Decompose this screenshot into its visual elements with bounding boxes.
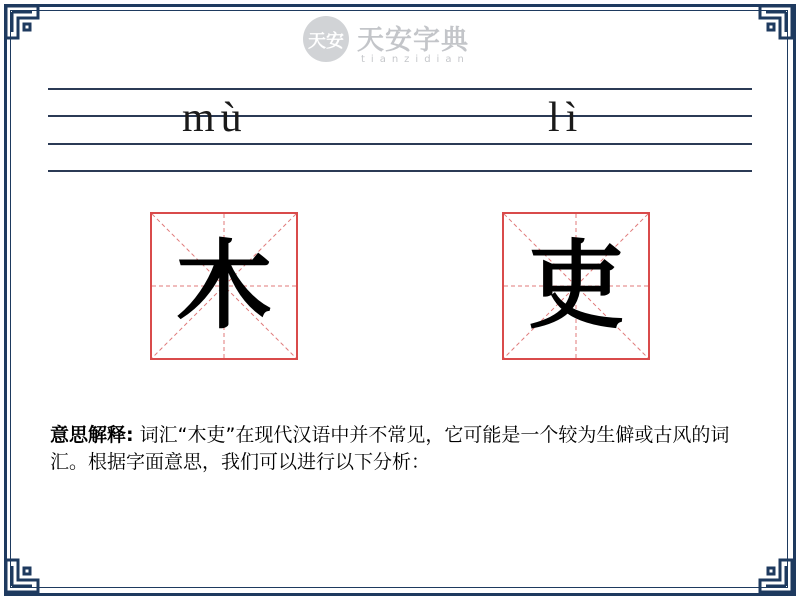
corner-ornament-icon bbox=[4, 4, 44, 44]
character-first: 木 bbox=[176, 229, 272, 342]
logo-seal-text: 天安 bbox=[308, 31, 344, 52]
ruled-line bbox=[48, 115, 752, 117]
character-grid-first bbox=[150, 212, 298, 360]
explanation-paragraph bbox=[50, 422, 750, 476]
logo-subtitle: tianzidian bbox=[361, 54, 470, 65]
ruled-line bbox=[48, 143, 752, 145]
pinyin-ruled-lines bbox=[48, 88, 752, 172]
corner-ornament-icon bbox=[754, 4, 794, 44]
pinyin-first: mù bbox=[182, 95, 248, 141]
logo-title: 天安字典 bbox=[357, 25, 469, 56]
site-logo bbox=[303, 14, 503, 70]
logo-seal-icon bbox=[303, 16, 349, 62]
corner-ornament-icon bbox=[4, 554, 44, 594]
ruled-line bbox=[48, 88, 752, 90]
corner-ornament-icon bbox=[754, 554, 794, 594]
ruled-line bbox=[48, 170, 752, 172]
character-grid-second bbox=[502, 212, 650, 360]
character-second: 吏 bbox=[528, 229, 624, 342]
explanation-text: 词汇“木吏”在现代汉语中并不常见，它可能是一个较为生僻或古风的词汇。根据字面意思，我们可以进行以下分析： bbox=[50, 424, 730, 473]
explanation-label: 意思解释 bbox=[50, 424, 127, 446]
explanation-colon: : bbox=[126, 424, 134, 446]
pinyin-second: lì bbox=[548, 95, 584, 141]
